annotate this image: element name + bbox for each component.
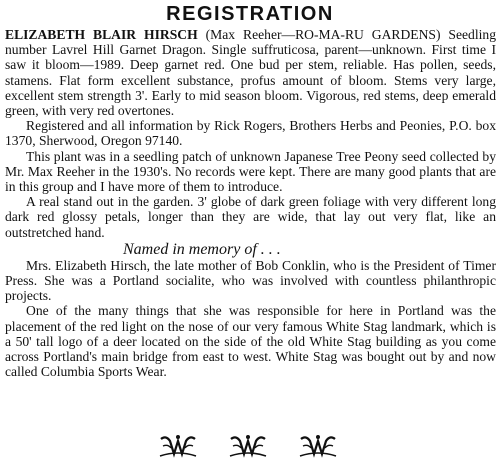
page-title: REGISTRATION [166,3,334,25]
flourish-ornament-icon [298,432,338,458]
flourish-ornament-icon [158,432,198,458]
flourish-ornament-icon [228,432,268,458]
registrant-paragraph: Registered and all information by Rick Rogers, Brothers Herbs and Peonies, P.O. box 1370, Sherwood, Oregon 97140. [5,118,496,149]
ornament-row [0,432,500,458]
registrant-name: ELIZABETH BLAIR HIRSCH [5,27,198,42]
memorial-paragraph: Mrs. Elizabeth Hirsch, the late mother of Bob Conklin, who is the President of Timer Press. She was a Portland socialite, who was involved with countless philanthropic projects. [5,257,496,304]
registration-paragraph [5,27,496,118]
memorial-subheading: Named in memory of . . . [123,240,281,258]
article-body [5,27,496,379]
origin-paragraph: This plant was in a seedling patch of unknown Japanese Tree Peony seed collected by Mr. Max Reeher in the 1930's. No records were kept. There are many good plants that are in this group and I have more of them to introduce. [5,148,496,195]
registration-details: (Max Reeher—RO-MA-RU GARDENS) Seedling number Lavrel Hill Garnet Dragon. Single suffruticosa, parent—unknown. First time I saw it bloom—1989. Deep garnet red. One bud per stem, reliable. Has pollen, seeds, stamens. Flat form excellent substance, profus amount of bloom. Stems very large, excellent stem strength 3'. Early to mid season bloom. Vigorous, red stems, deep emerald green, with very red overtones. [5,27,497,119]
landmark-paragraph: One of the many things that she was responsible for here in Portland was the placement of the red light on the nose of our very famous White Stag landmark, which is a 50' tall logo of a deer located on the side of the old White Stag building as you come across Portland's main bridge from east to west. White Stag was bought out by and now called Columbia Sports Wear. [5,303,496,380]
description-paragraph: A real stand out in the garden. 3' globe of dark green foliage with very different long dark red glossy petals, longer than they are wide, that lay out very flat, like an outstretched hand. [5,194,496,240]
